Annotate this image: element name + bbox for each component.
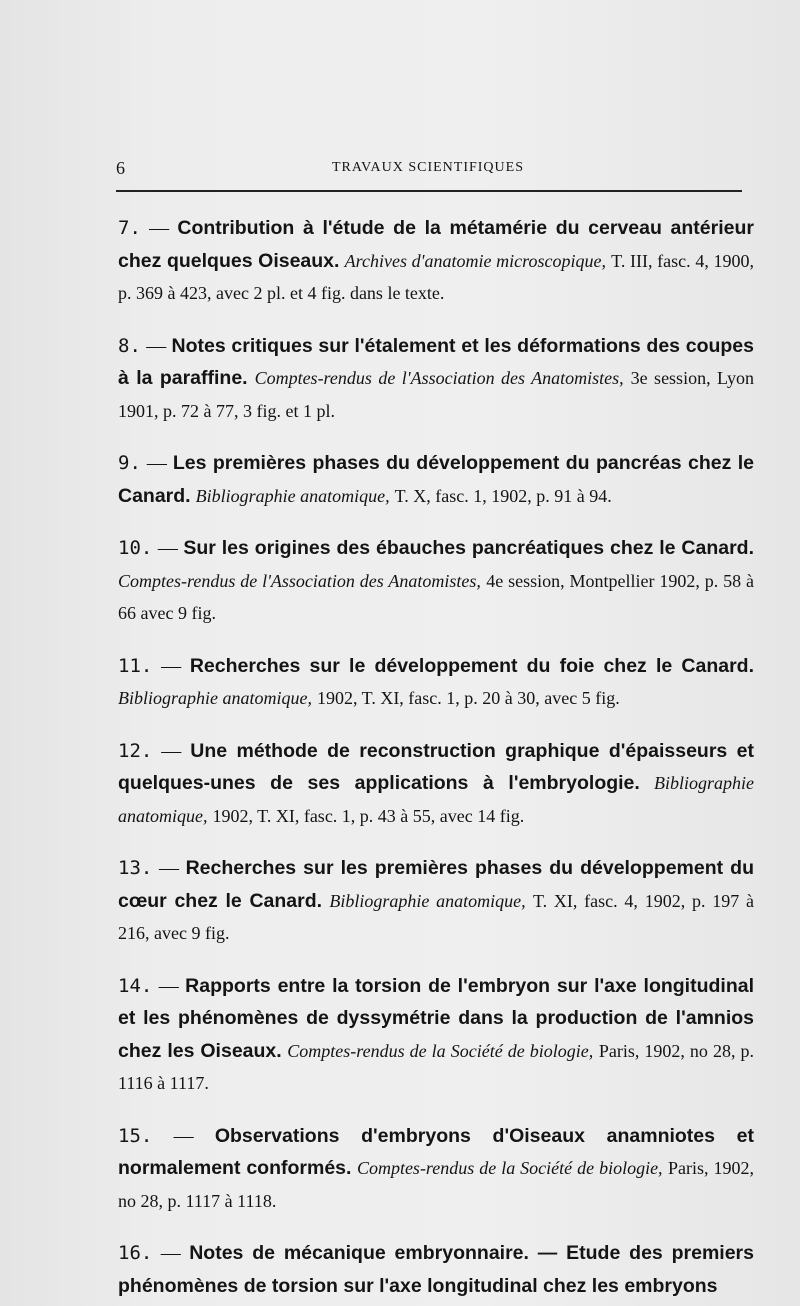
entry-details: Paris, 1902, no 28, p. 1116 à 1117. — [118, 1040, 755, 1093]
entry-details: 1902, T. XI, fasc. 1, p. 43 à 55, avec 14 fig. — [212, 805, 525, 826]
entry-dash: — — [152, 739, 191, 762]
page-number: 6 — [116, 158, 125, 178]
entry-journal: Bibliographie anatomique, — [329, 890, 526, 911]
entry-number: 9. — [118, 452, 141, 474]
publication-entry — [118, 532, 754, 630]
publication-entry — [118, 1120, 754, 1218]
entry-details: T. III, fasc. 4, 1900, p. 369 à 423, avec 2 pl. et 4 fig. dans le texte. — [118, 250, 755, 303]
entry-dash: — — [152, 654, 190, 677]
entry-title: Sur les origines des ébauches pancréatiques chez le Canard. — [183, 537, 755, 559]
publication-list — [118, 212, 754, 1302]
entry-journal: Comptes-rendus de l'Association des Anatomistes, — [254, 368, 624, 388]
publication-entry — [118, 330, 754, 428]
entry-title: Recherches sur les premières phases du développement du cœur chez le Canard. — [118, 857, 754, 912]
entry-details: T. X, fasc. 1, 1902, p. 91 à 94. — [394, 485, 612, 506]
entry-dash: — — [140, 334, 172, 357]
entry-number: 12. — [118, 739, 153, 762]
entry-number: 15. — [118, 1124, 153, 1147]
entry-title: Les premières phases du développement du pancréas chez le Canard. — [118, 452, 754, 507]
entry-title: Notes de mécanique embryonnaire. — Etude des premiers phénomènes de torsion sur l'axe longitudinal chez les embryons — [118, 1242, 754, 1297]
entry-number: 13. — [118, 857, 153, 879]
entry-dash: — — [152, 857, 186, 879]
entry-journal: Bibliographie anatomique, — [118, 773, 754, 826]
entry-dash: — — [140, 452, 173, 474]
entry-dash: — — [152, 1242, 190, 1264]
publication-entry — [118, 447, 754, 512]
entry-journal: Comptes-rendus de la Société de biologie, — [356, 1158, 663, 1178]
header-rule — [116, 190, 742, 192]
publication-entry — [118, 650, 754, 715]
entry-dash: — — [152, 1124, 215, 1147]
entry-details: Paris, 1902, no 28, p. 1117 à 1118. — [118, 1158, 755, 1211]
entry-title: Rapports entre la torsion de l'embryon sur l'axe longitudinal et les phénomènes de dyssymétrie dans la production de l'amnios chez les Oiseaux. — [118, 974, 754, 1062]
running-title: TRAVAUX SCIENTIFIQUES — [331, 160, 524, 175]
entry-title: Recherches sur le développement du foie chez le Canard. — [189, 654, 754, 677]
publication-entry — [118, 735, 754, 833]
publication-entry — [118, 212, 754, 310]
entry-number: 7. — [118, 217, 141, 239]
entry-details: 3e session, Lyon 1901, p. 72 à 77, 3 fig. et 1 pl. — [118, 368, 755, 421]
page-header — [116, 158, 740, 182]
entry-title: Notes critiques sur l'étalement et les déformations des coupes à la paraffine. — [118, 334, 754, 389]
entry-dash: — — [140, 217, 178, 239]
entry-number: 10. — [118, 537, 153, 559]
entry-details: 4e session, Montpellier 1902, p. 58 à 66 avec 9 fig. — [118, 570, 755, 623]
entry-number: 8. — [118, 334, 141, 357]
publication-entry — [118, 970, 754, 1100]
entry-dash: — — [152, 974, 186, 997]
entry-journal: Bibliographie anatomique, — [118, 688, 312, 708]
entry-title: Une méthode de reconstruction graphique d'épaisseurs et quelques-unes de ses applications à l'embryologie. — [118, 739, 754, 794]
entry-details: 1902, T. XI, fasc. 1, p. 20 à 30, avec 5 fig. — [316, 688, 620, 708]
entry-journal: Bibliographie anatomique, — [195, 485, 390, 506]
entry-journal: Comptes-rendus de la Société de biologie, — [287, 1040, 594, 1061]
publication-entry — [118, 1237, 754, 1302]
entry-journal: Comptes-rendus de l'Association des Anatomistes, — [118, 570, 481, 591]
entry-number: 16. — [118, 1242, 153, 1264]
entry-journal: Archives d'anatomie microscopique, — [344, 250, 606, 271]
entry-title: Observations d'embryons d'Oiseaux anamniotes et normalement conformés. — [118, 1124, 754, 1179]
entry-number: 11. — [118, 654, 153, 677]
entry-details: T. XI, fasc. 4, 1902, p. 197 à 216, avec 9 fig. — [118, 890, 755, 943]
entry-number: 14. — [118, 974, 153, 997]
entry-dash: — — [152, 537, 184, 559]
entry-title: Contribution à l'étude de la métamérie du cerveau antérieur chez quelques Oiseaux. — [118, 217, 755, 272]
publication-entry — [118, 852, 754, 950]
